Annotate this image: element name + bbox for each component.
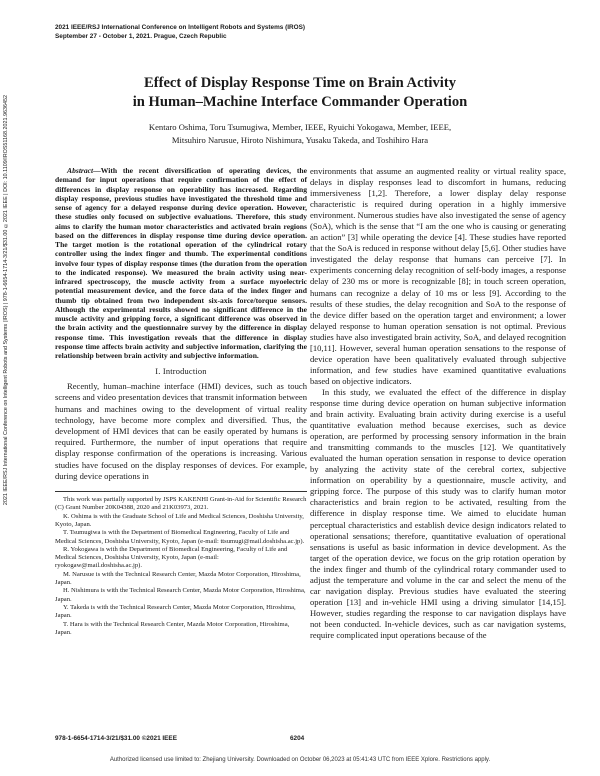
- title-line-2: in Human–Machine Interface Commander Operation: [132, 94, 468, 110]
- footnote-funding: This work was partially supported by JSPS KAKENHI Grant-in-Aid for Scientific Research (C) Grant Number 20K04388, 2020 and 21K03973, 2021.: [55, 496, 307, 512]
- left-column: [55, 166, 307, 637]
- conference-name: 2021 IEEE/RSJ International Conference on Intelligent Robots and Systems (IROS): [55, 24, 305, 31]
- authors-line-1: Kentaro Oshima, Toru Tsumugiwa, Member, IEEE, Ryuichi Yokogawa, Member, IEEE,: [148, 122, 452, 132]
- page-number: 6204: [290, 735, 305, 742]
- footnote-affiliation: Y. Takeda is with the Technical Research Center, Mazda Motor Corporation, Hiroshima, Japan.: [55, 603, 296, 620]
- body-paragraph: In this study, we evaluated the effect of the difference in display response time during device operation on human subjective information and brain activity. Evaluating brain activity during exercise is a useful quantitative evaluation method because exercises, such as device operation, are performed by processing sensory information in the brain and transmitting commands to the muscles [12]. We quantitatively evaluated the human operation sensation in response to device operation by analyzing the activity state of the cerebral cortex, subjective information on operability by a questionnaire, muscle activity, and gripping force. The purpose of this study was to clarify human motor characteristics and brain region to be activated, resulting from the difference in display response time. We aimed to elucidate human perceptual characteristics and establish device design indicators related to operational sensations; therefore, quantitative evaluation of operational sensations is useful as basic information in device development. As the target of the operation device, we focus on the grip rotation operation by the index finger and thumb of the cylindrical rotary commander used to adjust the temperature and volume in the car and select the menu of the car navigation display. Previous studies have evaluated the steering operation [13] and in-vehicle HMI using a driving simulator [14,15]. However, studies regarding the response to car navigation displays have not been conducted. In-vehicle devices, such as car navigation systems, require complicated input operations because of the: [310, 386, 566, 640]
- license-notice: Authorized licensed use limited to: Zhejiang University. Downloaded on October 06,2023 at 05:41:43 UTC from IEEE Xplore. Restrictions apply.: [109, 757, 491, 763]
- footnote-affiliation: M. Narusue is with the Technical Research Center, Mazda Motor Corporation, Hiroshima, Japan.: [55, 570, 301, 587]
- title-line-1: Effect of Display Response Time on Brain Activity: [143, 75, 456, 91]
- abstract: [55, 166, 307, 360]
- conference-header: [55, 23, 495, 41]
- footnote-affiliation: T. Tsumugiwa is with the Department of Biomedical Engineering, Faculty of Life and Medical Sciences, Doshisha University, Kyoto, Japan (e-mail: ttsumugi@mail.doshisha.ac.jp).: [55, 529, 305, 545]
- authors-line-2: Mitsuhiro Narusue, Hiroto Nishimura, Yusaku Takeda, and Toshihiro Hara: [171, 134, 429, 145]
- side-identifier: [1, 95, 13, 655]
- right-column: [310, 166, 566, 641]
- abstract-label: Abstract: [67, 166, 94, 175]
- side-identifier-text: 2021 IEEE/RSJ International Conference on Intelligent Robots and Systems (IROS) | 978-1-6654-1714-3/21/$31.00 ©2021 IEEE | DOI: 10.1109/IROS51168.2021.9636452: [3, 95, 9, 506]
- conference-dates: September 27 - October 1, 2021. Prague, Czech Republic: [55, 33, 227, 40]
- author-list: [60, 121, 540, 146]
- abstract-text: —With the recent diversification of operating devices, the demand for input operations that require confirmation of the effect of differences in display response on operability has increased. Regarding display response, previous studies have investigated the threshold time and sense of agency for a delayed response during device operation. However, these studies only focused on subjective evaluations. Therefore, this study aims to clarify the human motor characteristics and activated brain regions based on the differences in display response time during device operation. The target motion is the rotational operation of the cylindrical rotary controller using the index finger and thumb. The experimental conditions involve four types of display response times (the duration from the operation to the indicated response). We measured the brain activity using near-infrared spectroscopy, the muscle activity from a surface myoelectric potential measurement device, and the force data of the index finger and thumb tip obtained from two independent six-axis force/torque sensors. Although the experimental results showed no significant difference in the muscle activity and gripping force, a significant difference was observed in the brain activity and the questionnaire survey by the difference in display response time. This investigation reveals that the difference in display response time affects brain activity and subjective information, clarifying the relationship between brain activity and subjective information.: [55, 166, 307, 360]
- body-paragraph: environments that assume an augmented reality or virtual reality space, delays in display responses lead to discomfort in humans, reducing immersiveness [1,2]. Therefore, a lower display delay response characteristic is required during operation in a highly immersive environment. Numerous studies have also investigated the sense of agency (SoA), which is the sense that “I am the one who is causing or generating an action” [3] while operating the device [4]. These studies have reported that the SoA is reduced in response without delay [5,6]. Other studies have investigated the delay response that humans can perceive [7]. In experiments concerning delay recognition of self-body images, a response delay of 230 ms or more is recognizable [8]; in touch screen operation, humans can recognize a delay of 10 ms or less [9]. According to the results of these studies, the delay recognition and SoA to the response of the device differ based on the operation target and environment; a lower delayed response to human operation sensation is not optimal. Previous studies have also investigated brain activity, SoA, and delayed recognition [10,11]. However, several human operation sensations to the response of device operation have been qualitatively evaluated through subjective information, and few studies have examined quantitative evaluations based on objective indicators.: [310, 166, 566, 386]
- footnotes: [55, 491, 307, 637]
- footnote-affiliation: T. Hara is with the Technical Research Center, Mazda Motor Corporation, Hiroshima, Japan.: [55, 620, 290, 636]
- section-heading-introduction: I. Introduction: [155, 367, 207, 377]
- introduction-paragraph: Recently, human–machine interface (HMI) devices, such as touch screens and video presentation devices that transmit information between humans and machines owing to the development of virtual reality technology, have become more complex and diversified. Thus, the development of HMI devices that can be easily operated by humans is required. Furthermore, the number of input operations that require display response confirmation of the operations is increasing. Various studies have focused on the display responses of devices. For example, during device operations in: [55, 381, 308, 481]
- paper-title: [60, 74, 540, 112]
- footnote-affiliation: K. Oshima is with the Graduate School of Life and Medical Sciences, Doshisha University, Kyoto, Japan.: [55, 512, 304, 528]
- footnote-affiliation: R. Yokogawa is with the Department of Biomedical Engineering, Faculty of Life and Medical Sciences, Doshisha University, Kyoto, Japan (e-mail: ryokogaw@mail.doshisha.ac.jp).: [55, 545, 288, 570]
- footnote-affiliation: H. Nishimura is with the Technical Research Center, Mazda Motor Corporation, Hiroshima, Japan.: [55, 587, 306, 603]
- isbn-copyright: 978-1-6654-1714-3/21/$31.00 ©2021 IEEE: [55, 735, 177, 742]
